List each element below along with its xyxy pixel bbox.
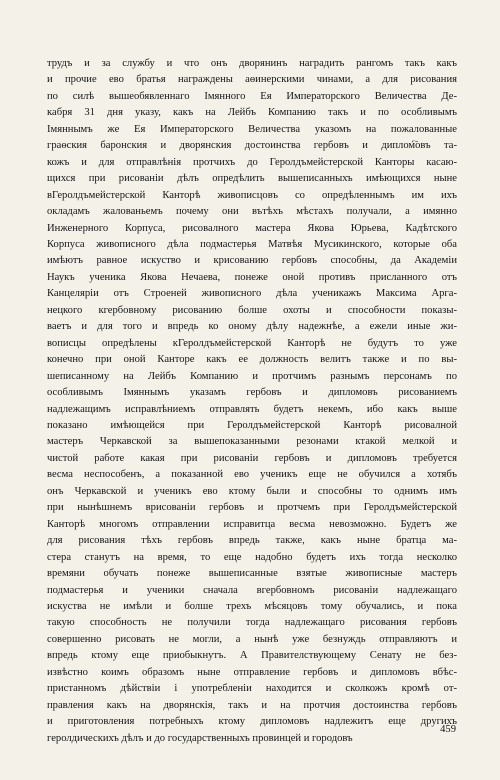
text-line: Канцеляріи отъ Строеней живописного дѣла ученикажъ Максима Арга- xyxy=(47,288,457,300)
text-line: весма неспособенъ, а показанной ево ученикъ еще не обучился а хотябъ xyxy=(47,469,457,481)
text-line: онъ Черкавской и ученикъ ево ктому были и способны то однимъ имъ xyxy=(47,485,457,497)
text-line: геролдическихъ дѣлъ и до государственныхъ провинцей и городовъ xyxy=(47,732,353,744)
text-line: совершенно рисовать не могли, а нынѣ уже безнуждь отправляютъ и xyxy=(47,633,457,645)
text-line: граѳския баронския и дворянския достоинства гербовъ и диплом҇овъ та- xyxy=(47,140,457,152)
text-line: мастеръ Черкавской за вышепоказанными резонами ктакой мелкой и xyxy=(47,436,457,448)
text-line: для рисования тѣхъ гербовъ впредь также, какъ ныне братца ма- xyxy=(47,535,457,547)
text-line: Корпуса живописного дѣла подмастерья Матвѣя Мусикинского, которые оба xyxy=(47,238,457,250)
text-line: времяни обучать понеже вышеписанные взятые живописные мастеръ xyxy=(47,568,457,580)
text-line: правления какъ на дворянскія, такъ и на протчия достоинства гербовъ xyxy=(47,699,457,711)
text-line: по силѣ вышеобявленнаго Імянного Ея Императорского Величества Де- xyxy=(47,90,457,102)
text-line: пристанномъ дѣйствіи і употребленіи находится и сколкожъ кромѣ от- xyxy=(47,683,457,695)
text-line: надлежащимъ исправлѣниемъ отправлять будетъ некемъ, ибо какъ выше xyxy=(47,403,457,415)
text-line: кожъ и для отправлѣнія протчихъ до Геролдъмейстерской Канторы касаю- xyxy=(47,156,457,168)
text-line: шеписанному на Лейбъ Компанию и протчимъ разнымъ персонамъ по xyxy=(47,370,457,382)
text-line: впредь ктому еще приобыкнутъ. А Правителствующему Сенату не без- xyxy=(47,650,457,662)
text-line: конечно при оной Канторе какъ ее должность велитъ также и по вы- xyxy=(47,354,457,366)
text-line: нецкого кгербовному рисованию болше охоты и способности показы- xyxy=(47,304,457,316)
text-line: ваетъ и для того и впредь ко оному дѣлу надежнѣе, а ежели иные жи- xyxy=(47,321,457,333)
body-text xyxy=(47,56,457,747)
text-line: щихся при рисованіи дѣлъ опредѣлить вышеписанныхъ имѣющихся ныне xyxy=(47,173,457,185)
text-line: особливымъ Імяннымъ указамъ гербовъ и дипломовъ рисованиемъ xyxy=(47,387,457,399)
text-line: имѣютъ равное искуство и крисованию гербовъ способны, да Академіи xyxy=(47,255,457,267)
text-line: вГеролдъмейстерской Канторѣ живописцовъ со опредѣленнымъ им ихъ xyxy=(47,189,457,201)
text-line: такую способность не получили тогда надлежащаго рисования гербовъ xyxy=(47,617,457,629)
page-number: 459 xyxy=(440,724,456,735)
text-line: Инженерного Корпуса, рисовалного мастера Якова Юрьева, Кадѣтского xyxy=(47,222,457,234)
text-line: Імяннымъ же Ея Императорского Величества указомъ на пожалованные xyxy=(47,123,457,135)
text-line: стера станутъ на время, то еще надобно будетъ ихъ тогда несколко xyxy=(47,551,457,563)
text-line: искуства не имѣли и болше трехъ мѣсяцовъ тому обучались, и пока xyxy=(47,600,457,612)
text-line: Наукъ ученика Якова Нечаева, понеже оной противъ присланного отъ xyxy=(47,271,457,283)
text-line: вописцы опредѣлены кГеролдъмейстерской Канторѣ не будутъ то уже xyxy=(47,337,457,349)
text-line: извѣстно коимъ образомъ ныне отправление гербовъ и дипломовъ вбѣс- xyxy=(47,666,457,678)
text-line: и приготовления потребныхъ ктому дипломовъ надлежитъ еще другихъ xyxy=(47,716,457,728)
text-line: окладамъ жалованьемъ почему они вътѣхъ мѣстахъ получали, а имянно xyxy=(47,206,457,218)
text-line: трудъ и за службу и что онъ дворянинъ наградить рангомъ такъ какъ xyxy=(47,58,457,69)
text-line: подмастерья и ученики сначала вгербовномъ рисованіи надлежащаго xyxy=(47,584,457,596)
text-line: при нынѣшнемъ врисованіи гербовъ и протчемъ при Геролдъмейстерской xyxy=(47,502,457,514)
text-line: показано имѣющейся при Геролдъмейстерской Канторѣ рисовалной xyxy=(47,419,457,431)
text-line: кабря 31 дня указу, какъ на Лейбъ Компанию такъ и по особливымъ xyxy=(47,107,457,119)
text-line: чистой работе какая при рисованіи гербовъ и дипломовъ требуется xyxy=(47,452,457,464)
text-line: Канторѣ многомъ отправлении исправитца весма невозможно. Будетъ же xyxy=(47,518,457,530)
text-line: и прочие ево братья награждены аѳинерскими чинами, а для рисования xyxy=(47,74,457,86)
